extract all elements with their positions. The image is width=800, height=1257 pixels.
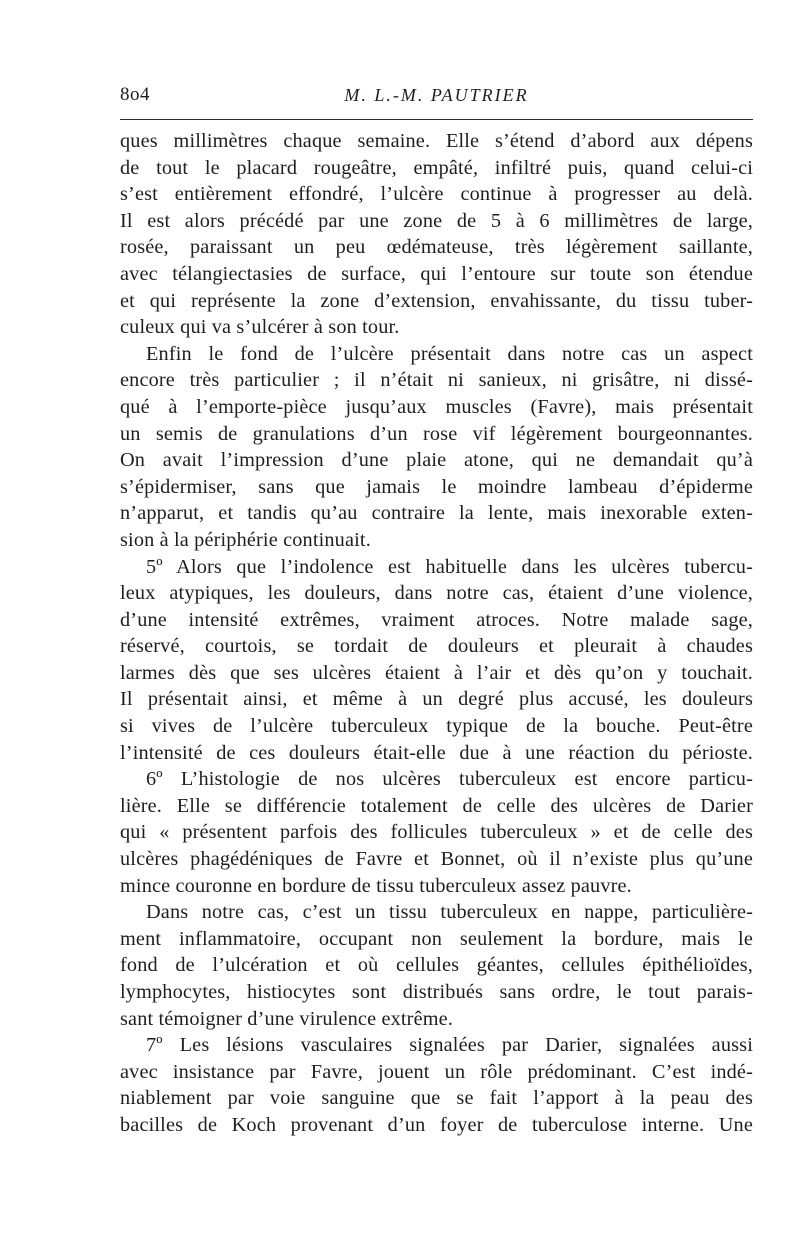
text-line: d’une intensité extrêmes, vraiment atroces. Notre malade sage, (120, 608, 753, 631)
text-line: si vives de l’ulcère tuberculeux typique de la bouche. Peut-être (120, 715, 753, 738)
text-line: sion à la périphérie continuait. (120, 528, 371, 551)
text-line: ulcères phagédéniques de Favre et Bonnet, où il n’existe plus qu’une (120, 848, 753, 871)
text-line: Dans notre cas, c’est un tissu tuberculeux en nappe, particulière- (146, 901, 753, 924)
running-head: M. L.-M. PAUTRIER (344, 85, 529, 105)
text-line: fond de l’ulcération et où cellules géantes, cellules épithélioïdes, (120, 954, 753, 977)
text-line: ment inflammatoire, occupant non seulement la bordure, mais le (120, 927, 753, 950)
text-line: s’épidermiser, sans que jamais le moindre lambeau d’épiderme (120, 475, 753, 498)
page-header (120, 84, 753, 114)
text-line: Il est alors précédé par une zone de 5 à 6 millimètres de large, (120, 209, 753, 232)
text-line: Il présentait ainsi, et même à un degré plus accusé, les douleurs (120, 688, 753, 711)
text-line: Enfin le fond de l’ulcère présentait dans notre cas un aspect (146, 342, 753, 365)
text-line: mince couronne en bordure de tissu tuberculeux assez pauvre. (120, 874, 632, 897)
text-line: niablement par voie sanguine que se fait l’apport à la peau des (120, 1087, 753, 1110)
header-rule (120, 119, 753, 120)
text-line: culeux qui va s’ulcérer à son tour. (120, 316, 400, 339)
text-line: bacilles de Koch provenant d’un foyer de tuberculose interne. Une (120, 1113, 753, 1136)
text-line: leux atypiques, les douleurs, dans notre cas, étaient d’une violence, (120, 582, 753, 605)
text-line: réservé, courtois, se tordait de douleurs et pleurait à chaudes (120, 635, 753, 658)
text-line: 5º Alors que l’indolence est habituelle dans les ulcères tubercu- (146, 555, 753, 578)
text-line: lymphocytes, histiocytes sont distribués sans ordre, le tout parais- (120, 981, 753, 1003)
text-line: de tout le placard rougeâtre, empâté, infiltré puis, quand celui-ci (120, 156, 753, 179)
text-line: s’est entièrement effondré, l’ulcère continue à progresser au delà. (120, 183, 753, 206)
text-line: n’apparut, et tandis qu’au contraire la lente, mais inexorable exten- (120, 502, 753, 525)
text-line: On avait l’impression d’une plaie atone, qui ne demandait qu’à (120, 449, 753, 472)
text-line: un semis de granulations d’un rose vif légèrement bourgeonnantes. (120, 422, 753, 445)
text-line: avec télangiectasies de surface, qui l’entoure sur toute son étendue (120, 262, 753, 285)
text-line: larmes dès que ses ulcères étaient à l’air et dès qu’on y touchait. (120, 661, 753, 684)
text-line: rosée, paraissant un peu œdémateuse, très légèrement saillante, (120, 236, 753, 259)
body-text (120, 128, 753, 1139)
text-line: l’intensité de ces douleurs était-elle due à une réaction du périoste. (120, 741, 753, 764)
text-line: 6º L’histologie de nos ulcères tuberculeux est encore particu- (146, 768, 753, 791)
page-number: 8o4 (120, 84, 150, 105)
text-line: 7º Les lésions vasculaires signalées par Darier, signalées aussi (146, 1034, 753, 1057)
text-line: ques millimètres chaque semaine. Elle s’étend d’abord aux dépens (120, 130, 753, 152)
text-line: qué à l’emporte-pièce jusqu’aux muscles (Favre), mais présentait (120, 395, 753, 418)
text-line: et qui représente la zone d’extension, envahissante, du tissu tuber- (120, 289, 753, 312)
text-line: encore très particulier ; il n’était ni sanieux, ni grisâtre, ni dissé- (120, 369, 753, 392)
text-line: qui « présentent parfois des follicules tuberculeux » et de celle des (120, 821, 753, 844)
text-line: sant témoigner d’une virulence extrême. (120, 1007, 454, 1030)
text-line: lière. Elle se différencie totalement de celle des ulcères de Darier (120, 794, 753, 817)
text-line: avec insistance par Favre, jouent un rôle prédominant. C’est indé- (120, 1060, 753, 1083)
